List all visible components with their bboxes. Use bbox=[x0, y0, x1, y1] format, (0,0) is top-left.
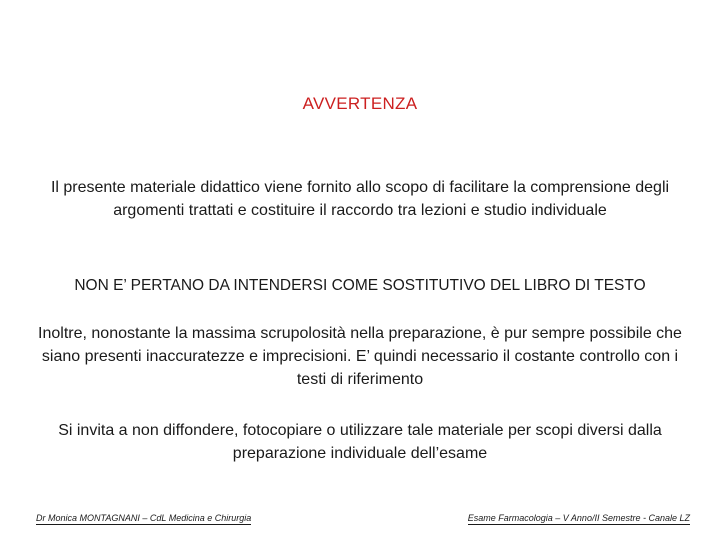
intro-paragraph: Il presente materiale didattico viene fornito allo scopo di facilitare la comprensione degli argomenti trattati e costituire il raccordo tra lezioni e studio individuale bbox=[50, 179, 670, 219]
accuracy-paragraph: Inoltre, nonostante la massima scrupolosità nella preparazione, è pur sempre possibile che siano presenti inaccuratezze e imprecisioni. E’ quindi necessario il costante controllo con i testi di riferimento bbox=[38, 325, 682, 388]
footer-author: Dr Monica MONTAGNANI – CdL Medicina e Chirurgia bbox=[36, 513, 252, 523]
footer-course: Esame Farmacologia – V Anno/II Semestre - Canale LZ bbox=[467, 513, 690, 523]
distribution-paragraph: Si invita a non diffondere, fotocopiare o utilizzare tale materiale per scopi diversi dalla preparazione individuale dell’esame bbox=[58, 422, 662, 462]
warning-paragraph: NON E’ PERTANO DA INTENDERSI COME SOSTITUTIVO DEL LIBRO DI TESTO bbox=[74, 277, 646, 294]
page-title: AVVERTENZA bbox=[302, 94, 418, 113]
